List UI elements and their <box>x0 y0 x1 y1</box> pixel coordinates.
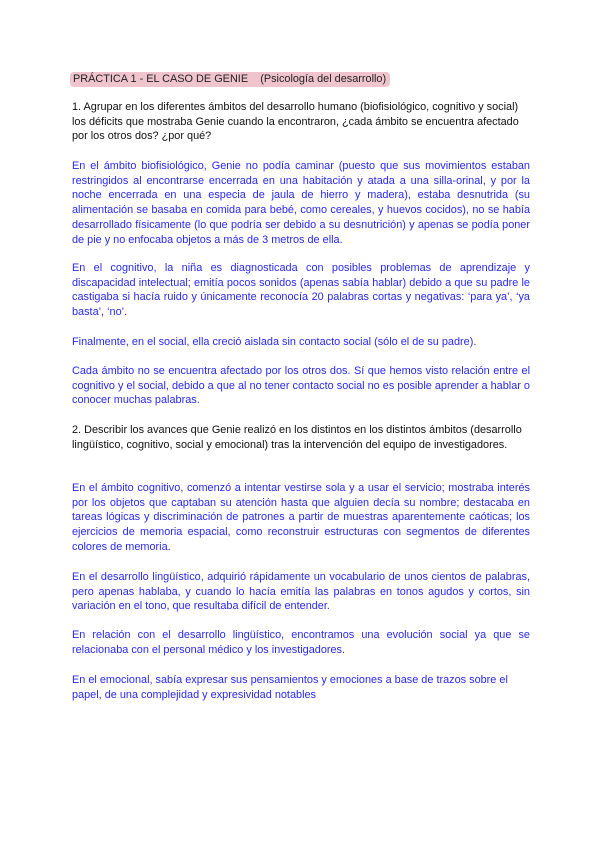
answer-2-social: En relación con el desarrollo lingüístico, encontramos una evolución social ya que se relacionaba con el personal médico y los investigadores. <box>72 629 530 656</box>
question-2: 2. Describir los avances que Genie realizó en los distintos en los distintos ámbitos (desarrollo lingüístico, cognitivo, social y emocional) tras la intervención del equipo de investigadores. <box>72 424 522 451</box>
answer-1-biophysiological: En el ámbito biofisiológico, Genie no podía caminar (puesto que sus movimientos estaban restringidos al encontrarse encerrada en una habitación y atada a una silla-orinal, y por la noche encerrada en una especia de jaula de hierro y madera), estaba desnutrida (su alimentación se basaba en comida para bebé, como cereales, y huevos cocidos), no se había desarrollado físicamente (lo que podría ser debido a su desnutrición) y apenas se podía poner de pie y no enfocaba objetos a más de 3 metros de ella. <box>72 160 530 246</box>
answer-2-emotional: En el emocional, sabía expresar sus pensamientos y emociones a base de trazos sobre el papel, de una complejidad y expresividad notables <box>72 674 508 701</box>
document-title: PRÁCTICA 1 - EL CASO DE GENIE (Psicología del desarrollo) <box>70 72 390 87</box>
answer-2-cognitive: En el ámbito cognitivo, comenzó a intentar vestirse sola y a usar el servicio; mostraba interés por los objetos que captaban su atención hasta que alguien decía su nombre; destacaba en tareas lógicas y discriminación de patrones a partir de muestras aparentemente caóticas; los ejercicios de memoria espacial, como reconstruir estructuras con segmentos de diferentes colores de memoria. <box>72 482 530 553</box>
answer-2-linguistic: En el desarrollo lingüístico, adquirió rápidamente un vocabulario de unos cientos de palabras, pero apenas hablaba, y cuando lo hacía emitía las palabras en tonos agudos y cortos, sin variación en el tono, que resultaba difícil de entender. <box>72 571 530 613</box>
answer-1-conclusion: Cada ámbito no se encuentra afectado por los otros dos. Sí que hemos visto relación entre el cognitivo y el social, debido a que al no tener contacto social no es posible aprender a hablar o conocer muchas palabras. <box>72 365 530 407</box>
answer-1-social: Finalmente, en el social, ella creció aislada sin contacto social (sólo el de su padre). <box>72 336 477 348</box>
answer-1-cognitive: En el cognitivo, la niña es diagnosticada con posibles problemas de aprendizaje y discapacidad intelectual; emitía pocos sonidos (apenas sabía hablar) debido a que su padre le castigaba si hacía ruido y únicamente reconocía 20 palabras cortas y negativas: ‘para ya’, ‘ya basta’, ‘no’. <box>72 262 530 319</box>
question-1: 1. Agrupar en los diferentes ámbitos del desarrollo humano (biofisiológico, cognitivo y social) los déficits que mostraba Genie cuando la encontraron, ¿cada ámbito se encuentra afectado por los otros dos? ¿por qué? <box>72 101 519 143</box>
